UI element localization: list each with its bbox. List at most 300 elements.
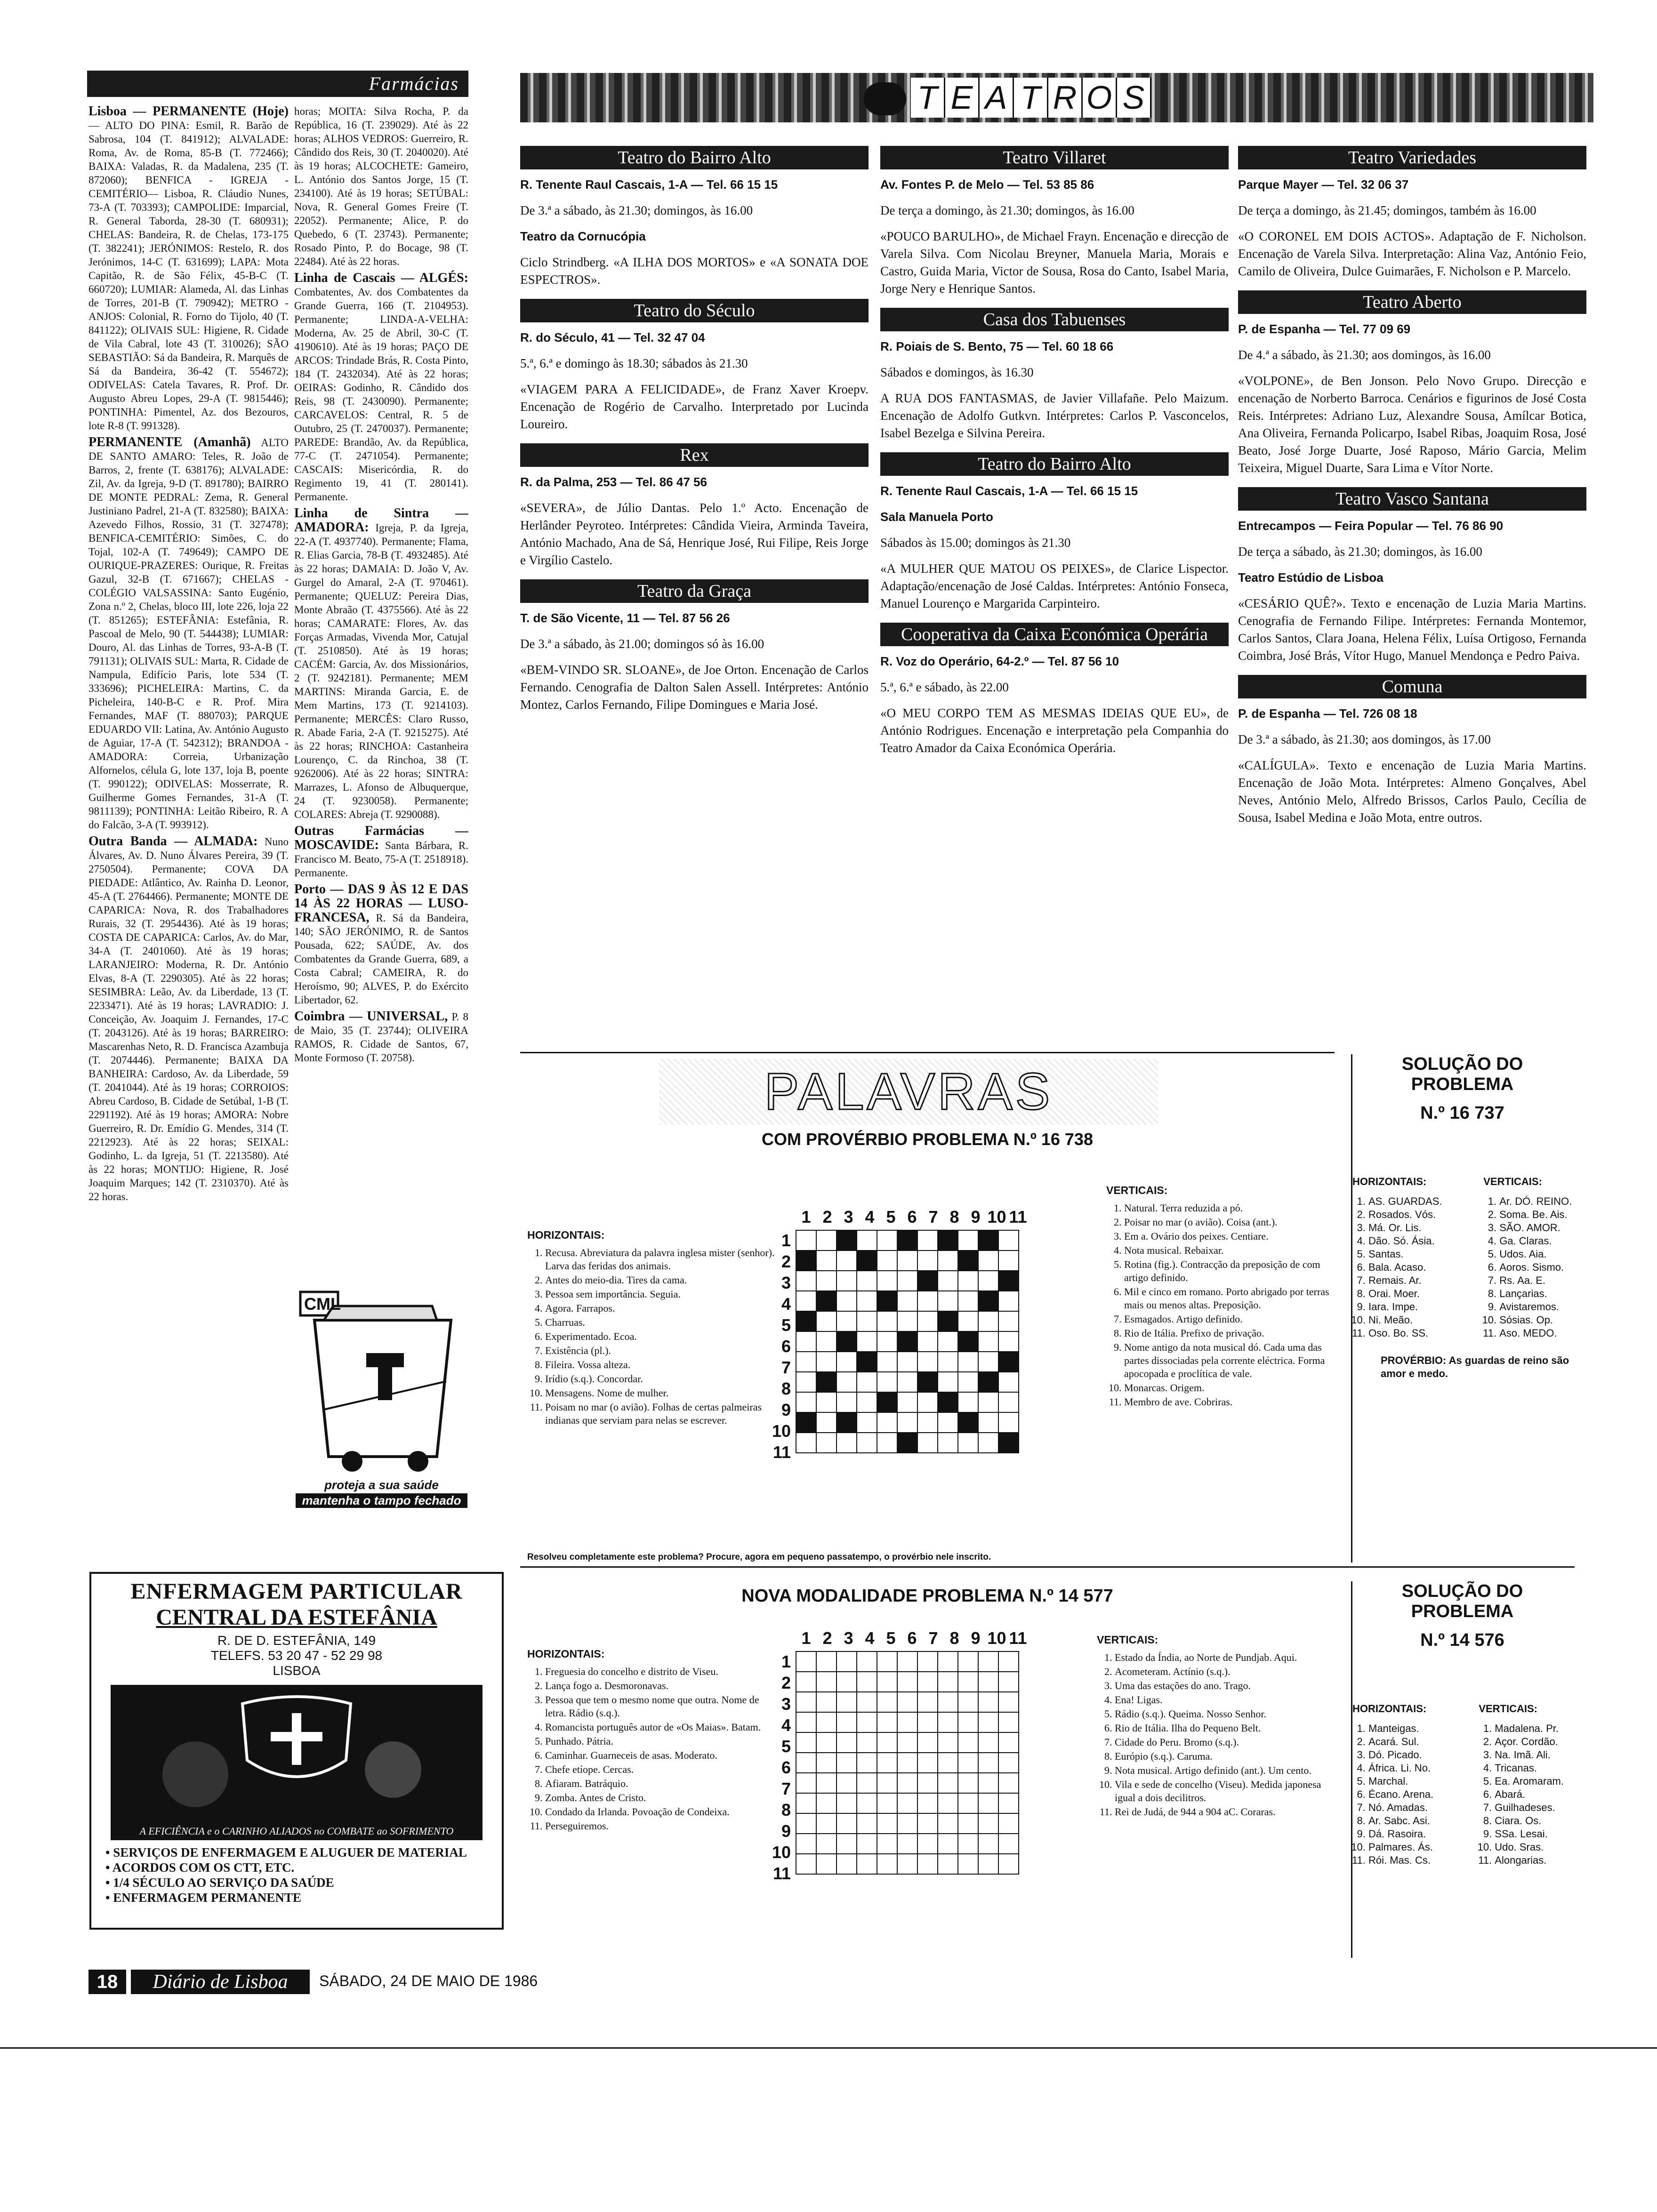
- grid-cell[interactable]: [877, 1291, 897, 1311]
- grid-col-number: 11: [1009, 1207, 1027, 1226]
- grid-cell[interactable]: [837, 1250, 857, 1271]
- grid-cell[interactable]: [897, 1230, 917, 1250]
- grid-row-number: 4: [781, 1715, 791, 1735]
- grid-cell[interactable]: [857, 1392, 877, 1412]
- grid-cell[interactable]: [837, 1291, 857, 1311]
- grid-cell[interactable]: [958, 1732, 978, 1753]
- grid-row-number: 11: [772, 1864, 791, 1883]
- grid-cell[interactable]: [958, 1311, 978, 1331]
- grid-cell[interactable]: [877, 1271, 897, 1291]
- pharmacy-section: [294, 506, 468, 821]
- theatre-address: R. do Século, 41 — Tel. 32 47 04: [520, 330, 705, 345]
- grid-cell[interactable]: [998, 1834, 1019, 1854]
- grid-cell[interactable]: [938, 1412, 958, 1433]
- grid-cell[interactable]: [938, 1311, 958, 1331]
- grid-cell[interactable]: [796, 1854, 816, 1874]
- grid-cell[interactable]: [897, 1352, 917, 1372]
- grid-cell[interactable]: [978, 1311, 998, 1331]
- grid-cell[interactable]: [998, 1392, 1019, 1412]
- grid-cell[interactable]: [796, 1230, 816, 1250]
- grid-cell[interactable]: [857, 1331, 877, 1352]
- grid-cell[interactable]: [938, 1250, 958, 1271]
- grid-cell[interactable]: [877, 1352, 897, 1372]
- grid-cell[interactable]: [877, 1854, 897, 1874]
- clue-horizontal: 5. Charruas.: [545, 1316, 777, 1329]
- grid-col-number: 10: [987, 1628, 1006, 1648]
- grid-cell[interactable]: [938, 1291, 958, 1311]
- grid-cell[interactable]: [897, 1854, 917, 1874]
- grid-cell[interactable]: [816, 1813, 837, 1834]
- grid-cell[interactable]: [917, 1692, 938, 1712]
- grid-cell[interactable]: [958, 1433, 978, 1453]
- grid-cell[interactable]: [958, 1271, 978, 1291]
- grid-cell[interactable]: [978, 1412, 998, 1433]
- grid-cell[interactable]: [938, 1773, 958, 1793]
- grid-cell[interactable]: [958, 1412, 978, 1433]
- clue-horizontal: 7. Chefe etíope. Cercas.: [545, 1763, 763, 1776]
- grid-cell[interactable]: [857, 1834, 877, 1854]
- solution-vertical: 6. Aoros. Sismo.: [1499, 1261, 1572, 1274]
- grid-cell[interactable]: [837, 1692, 857, 1712]
- crossword-1-grid[interactable]: [796, 1230, 1019, 1453]
- grid-cell[interactable]: [917, 1651, 938, 1672]
- clue-horizontal: 8. Afiaram. Batráquio.: [545, 1777, 763, 1790]
- grid-cell[interactable]: [816, 1433, 837, 1453]
- grid-cell[interactable]: [998, 1732, 1019, 1753]
- grid-cell[interactable]: [816, 1732, 837, 1753]
- grid-cell[interactable]: [998, 1271, 1019, 1291]
- grid-cell[interactable]: [958, 1392, 978, 1412]
- solution-horizontal: 5. Marchal.: [1368, 1775, 1479, 1788]
- grid-cell[interactable]: [938, 1854, 958, 1874]
- grid-cell[interactable]: [998, 1372, 1019, 1392]
- grid-cell[interactable]: [877, 1732, 897, 1753]
- grid-cell[interactable]: [897, 1433, 917, 1453]
- grid-cell[interactable]: [978, 1271, 998, 1291]
- grid-cell[interactable]: [958, 1692, 978, 1712]
- grid-cell[interactable]: [857, 1732, 877, 1753]
- theatre-description: «CALÍGULA». Texto e encenação de Luzia Maria Martins. Encenação de João Mota. Intérpretes: Almeno Gonçalves, Abel Neves, António Melo, Alfredo Brissos, Carlos Paulo, Cecília de Sousa, Isabel Medina e João Mota, entre outros.: [1238, 758, 1586, 825]
- grid-cell[interactable]: [816, 1651, 837, 1672]
- grid-cell[interactable]: [897, 1753, 917, 1773]
- grid-cell[interactable]: [998, 1331, 1019, 1352]
- grid-cell[interactable]: [958, 1753, 978, 1773]
- grid-cell[interactable]: [857, 1773, 877, 1793]
- grid-cell[interactable]: [796, 1692, 816, 1712]
- grid-cell[interactable]: [857, 1352, 877, 1372]
- grid-cell[interactable]: [816, 1230, 837, 1250]
- grid-cell[interactable]: [796, 1813, 816, 1834]
- grid-cell[interactable]: [796, 1412, 816, 1433]
- grid-cell[interactable]: [917, 1854, 938, 1874]
- grid-cell[interactable]: [978, 1352, 998, 1372]
- grid-cell[interactable]: [938, 1813, 958, 1834]
- grid-cell[interactable]: [958, 1793, 978, 1813]
- solution-horizontal: 2. Acará. Sul.: [1368, 1735, 1479, 1748]
- enfermagem-motto: A EFICIÊNCIA e o CARINHO ALIADOS no COMBATE ao SOFRIMENTO: [139, 1825, 454, 1837]
- theatre-description: «POUCO BARULHO», de Michael Frayn. Encenação e direcção de Varela Silva. Com Nicolau Breyner, Manuela Maria, Morais e Castro, Guida Maria, Victor de Sousa, Rosa do Canto, Isabel Maria, Jorge Nery e Henrique Santos.: [880, 229, 1229, 296]
- grid-cell[interactable]: [816, 1311, 837, 1331]
- solution-horizontal: 10. Ni. Meão.: [1368, 1314, 1483, 1327]
- grid-cell[interactable]: [938, 1692, 958, 1712]
- grid-cell[interactable]: [958, 1230, 978, 1250]
- grid-cell[interactable]: [837, 1311, 857, 1331]
- grid-cell[interactable]: [816, 1331, 837, 1352]
- grid-cell[interactable]: [958, 1352, 978, 1372]
- grid-cell[interactable]: [877, 1712, 897, 1732]
- grid-cell[interactable]: [857, 1412, 877, 1433]
- grid-cell[interactable]: [938, 1793, 958, 1813]
- grid-cell[interactable]: [978, 1651, 998, 1672]
- grid-cell[interactable]: [917, 1412, 938, 1433]
- grid-cell[interactable]: [917, 1331, 938, 1352]
- grid-cell[interactable]: [877, 1813, 897, 1834]
- grid-cell[interactable]: [978, 1692, 998, 1712]
- enfermagem-title-2: CENTRAL DA ESTEFÂNIA: [156, 1605, 437, 1630]
- grid-cell[interactable]: [837, 1433, 857, 1453]
- solution-vertical: 1. Madalena. Pr.: [1495, 1722, 1572, 1735]
- grid-cell[interactable]: [917, 1250, 938, 1271]
- grid-cell[interactable]: [877, 1392, 897, 1412]
- enfermagem-title-1: ENFERMAGEM PARTICULAR: [130, 1579, 463, 1604]
- grid-cell[interactable]: [837, 1352, 857, 1372]
- grid-cell[interactable]: [917, 1433, 938, 1453]
- grid-cell[interactable]: [796, 1834, 816, 1854]
- grid-cell[interactable]: [917, 1813, 938, 1834]
- grid-cell[interactable]: [837, 1672, 857, 1692]
- grid-cell[interactable]: [978, 1672, 998, 1692]
- grid-cell[interactable]: [917, 1712, 938, 1732]
- grid-cell[interactable]: [816, 1712, 837, 1732]
- grid-cell[interactable]: [958, 1672, 978, 1692]
- solution-1-title: SOLUÇÃO DO PROBLEMA: [1401, 1054, 1523, 1094]
- grid-cell[interactable]: [857, 1271, 877, 1291]
- grid-cell[interactable]: [998, 1433, 1019, 1453]
- grid-cell[interactable]: [917, 1271, 938, 1291]
- grid-cell[interactable]: [857, 1651, 877, 1672]
- grid-cell[interactable]: [917, 1732, 938, 1753]
- grid-cell[interactable]: [877, 1834, 897, 1854]
- grid-cell[interactable]: [978, 1834, 998, 1854]
- grid-cell[interactable]: [796, 1291, 816, 1311]
- grid-cell[interactable]: [938, 1834, 958, 1854]
- crossword-divider: [520, 1566, 1575, 1568]
- grid-cell[interactable]: [978, 1250, 998, 1271]
- grid-cell[interactable]: [877, 1372, 897, 1392]
- grid-cell[interactable]: [998, 1712, 1019, 1732]
- grid-cell[interactable]: [938, 1433, 958, 1453]
- pharmacy-heading: Outra Banda — ALMADA:: [88, 834, 258, 849]
- grid-cell[interactable]: [897, 1672, 917, 1692]
- grid-cell[interactable]: [978, 1230, 998, 1250]
- grid-cell[interactable]: [816, 1854, 837, 1874]
- grid-cell[interactable]: [897, 1651, 917, 1672]
- grid-cell[interactable]: [998, 1692, 1019, 1712]
- grid-cell[interactable]: [796, 1793, 816, 1813]
- grid-cell[interactable]: [917, 1753, 938, 1773]
- grid-cell[interactable]: [978, 1712, 998, 1732]
- grid-cell[interactable]: [998, 1352, 1019, 1372]
- grid-cell[interactable]: [897, 1311, 917, 1331]
- clue-vertical: 7. Cidade do Peru. Bromo (s.q.).: [1115, 1736, 1332, 1749]
- solution-vertical: 9. Avistaremos.: [1499, 1300, 1572, 1314]
- grid-cell[interactable]: [897, 1813, 917, 1834]
- grid-cell[interactable]: [857, 1311, 877, 1331]
- grid-cell[interactable]: [837, 1773, 857, 1793]
- grid-cell[interactable]: [857, 1250, 877, 1271]
- crossword-2-row-numbers: [767, 1651, 791, 1884]
- grid-cell[interactable]: [877, 1230, 897, 1250]
- grid-cell[interactable]: [978, 1854, 998, 1874]
- grid-cell[interactable]: [998, 1753, 1019, 1773]
- grid-cell[interactable]: [958, 1813, 978, 1834]
- solution-vertical: 1. Ar. DÓ. REINO.: [1499, 1195, 1572, 1208]
- grid-cell[interactable]: [958, 1712, 978, 1732]
- grid-cell[interactable]: [796, 1773, 816, 1793]
- grid-cell[interactable]: [816, 1271, 837, 1291]
- grid-cell[interactable]: [917, 1291, 938, 1311]
- grid-cell[interactable]: [897, 1834, 917, 1854]
- theatre-schedule: De 4.ª a sábado, às 21.30; aos domingos, às 16.00: [1238, 348, 1491, 362]
- grid-cell[interactable]: [958, 1372, 978, 1392]
- grid-cell[interactable]: [837, 1412, 857, 1433]
- grid-cell[interactable]: [938, 1271, 958, 1291]
- grid-row-number: 2: [781, 1673, 791, 1692]
- grid-col-number: 4: [865, 1628, 875, 1648]
- grid-col-number: 3: [844, 1628, 853, 1648]
- grid-cell[interactable]: [837, 1732, 857, 1753]
- grid-cell[interactable]: [978, 1331, 998, 1352]
- grid-cell[interactable]: [938, 1732, 958, 1753]
- solution-1-v-label: VERTICAIS:: [1483, 1176, 1542, 1187]
- solution-horizontal: 6. Bala. Acaso.: [1368, 1261, 1483, 1274]
- grid-cell[interactable]: [877, 1773, 897, 1793]
- grid-cell[interactable]: [998, 1651, 1019, 1672]
- grid-col-number: 5: [886, 1207, 896, 1226]
- clue-vertical: 10. Monarcas. Origem.: [1124, 1381, 1332, 1395]
- grid-cell[interactable]: [978, 1392, 998, 1412]
- grid-cell[interactable]: [837, 1753, 857, 1773]
- grid-cell[interactable]: [796, 1352, 816, 1372]
- grid-cell[interactable]: [938, 1230, 958, 1250]
- grid-cell[interactable]: [897, 1291, 917, 1311]
- grid-cell[interactable]: [857, 1672, 877, 1692]
- grid-cell[interactable]: [857, 1372, 877, 1392]
- grid-cell[interactable]: [796, 1250, 816, 1271]
- grid-cell[interactable]: [897, 1250, 917, 1271]
- grid-cell[interactable]: [917, 1793, 938, 1813]
- grid-cell[interactable]: [877, 1672, 897, 1692]
- grid-cell[interactable]: [958, 1331, 978, 1352]
- grid-cell[interactable]: [877, 1793, 897, 1813]
- grid-cell[interactable]: [897, 1712, 917, 1732]
- grid-cell[interactable]: [917, 1311, 938, 1331]
- grid-cell[interactable]: [816, 1291, 837, 1311]
- grid-cell[interactable]: [857, 1433, 877, 1453]
- grid-cell[interactable]: [857, 1813, 877, 1834]
- pharmacy-heading: Porto — DAS 9 ÀS 12 E DAS 14 ÀS 22 HORAS — LUSO-FRANCESA,: [294, 882, 468, 925]
- grid-cell[interactable]: [998, 1311, 1019, 1331]
- clue-vertical: 7. Esmagados. Artigo definido.: [1124, 1313, 1332, 1326]
- enfermagem-bullet-text: 1/4 SÉCULO AO SERVIÇO DA SAÚDE: [113, 1875, 334, 1890]
- grid-cell[interactable]: [897, 1692, 917, 1712]
- grid-cell[interactable]: [837, 1813, 857, 1834]
- grid-cell[interactable]: [998, 1773, 1019, 1793]
- grid-cell[interactable]: [837, 1392, 857, 1412]
- pharmacy-heading: Coimbra — UNIVERSAL,: [294, 1009, 448, 1024]
- grid-col-number: 3: [844, 1207, 853, 1226]
- grid-cell[interactable]: [816, 1692, 837, 1712]
- grid-cell[interactable]: [857, 1793, 877, 1813]
- grid-cell[interactable]: [796, 1732, 816, 1753]
- grid-cell[interactable]: [816, 1412, 837, 1433]
- grid-cell[interactable]: [958, 1291, 978, 1311]
- grid-cell[interactable]: [837, 1793, 857, 1813]
- grid-cell[interactable]: [917, 1372, 938, 1392]
- grid-cell[interactable]: [958, 1834, 978, 1854]
- grid-cell[interactable]: [796, 1392, 816, 1412]
- grid-cell[interactable]: [877, 1250, 897, 1271]
- grid-cell[interactable]: [897, 1412, 917, 1433]
- grid-cell[interactable]: [998, 1412, 1019, 1433]
- teatros-letter: O: [1083, 78, 1117, 118]
- grid-cell[interactable]: [877, 1651, 897, 1672]
- grid-cell[interactable]: [837, 1372, 857, 1392]
- grid-cell[interactable]: [796, 1712, 816, 1732]
- grid-cell[interactable]: [978, 1433, 998, 1453]
- teatros-title: [911, 78, 1151, 118]
- theatre-schedule: 5.ª, 6.ª e domingo às 18.30; sábados às 21.30: [520, 356, 748, 370]
- grid-cell[interactable]: [796, 1651, 816, 1672]
- clue-horizontal: 5. Punhado. Pátria.: [545, 1735, 763, 1748]
- crossword-2-grid[interactable]: [796, 1651, 1019, 1875]
- grid-cell[interactable]: [816, 1834, 837, 1854]
- grid-cell[interactable]: [796, 1433, 816, 1453]
- grid-cell[interactable]: [837, 1651, 857, 1672]
- grid-cell[interactable]: [877, 1753, 897, 1773]
- grid-cell[interactable]: [877, 1331, 897, 1352]
- grid-cell[interactable]: [877, 1433, 897, 1453]
- grid-cell[interactable]: [938, 1372, 958, 1392]
- grid-cell[interactable]: [938, 1753, 958, 1773]
- grid-cell[interactable]: [978, 1793, 998, 1813]
- grid-cell[interactable]: [837, 1854, 857, 1874]
- grid-cell[interactable]: [998, 1813, 1019, 1834]
- grid-cell[interactable]: [917, 1352, 938, 1372]
- grid-cell[interactable]: [897, 1793, 917, 1813]
- grid-cell[interactable]: [816, 1372, 837, 1392]
- grid-cell[interactable]: [978, 1291, 998, 1311]
- grid-cell[interactable]: [796, 1271, 816, 1291]
- grid-cell[interactable]: [837, 1271, 857, 1291]
- enfermagem-ad: [89, 1572, 504, 1930]
- theatre-schedule: De terça a domingo, às 21.45; domingos, também às 16.00: [1238, 203, 1536, 217]
- grid-cell[interactable]: [938, 1331, 958, 1352]
- grid-cell[interactable]: [938, 1712, 958, 1732]
- grid-cell[interactable]: [816, 1352, 837, 1372]
- grid-cell[interactable]: [958, 1854, 978, 1874]
- grid-cell[interactable]: [877, 1311, 897, 1331]
- grid-cell[interactable]: [938, 1651, 958, 1672]
- grid-cell[interactable]: [857, 1753, 877, 1773]
- grid-cell[interactable]: [917, 1392, 938, 1412]
- grid-cell[interactable]: [978, 1753, 998, 1773]
- grid-cell[interactable]: [796, 1311, 816, 1331]
- grid-cell[interactable]: [897, 1732, 917, 1753]
- grid-cell[interactable]: [837, 1834, 857, 1854]
- grid-cell[interactable]: [857, 1854, 877, 1874]
- grid-cell[interactable]: [998, 1230, 1019, 1250]
- grid-cell[interactable]: [998, 1250, 1019, 1271]
- grid-cell[interactable]: [958, 1250, 978, 1271]
- grid-cell[interactable]: [857, 1230, 877, 1250]
- grid-cell[interactable]: [978, 1372, 998, 1392]
- grid-cell[interactable]: [998, 1672, 1019, 1692]
- grid-cell[interactable]: [816, 1793, 837, 1813]
- clue-vertical: 4. Ena! Ligas.: [1115, 1693, 1332, 1707]
- grid-cell[interactable]: [917, 1773, 938, 1793]
- grid-cell[interactable]: [816, 1250, 837, 1271]
- grid-cell[interactable]: [978, 1732, 998, 1753]
- grid-cell[interactable]: [938, 1672, 958, 1692]
- grid-cell[interactable]: [816, 1392, 837, 1412]
- grid-cell[interactable]: [917, 1230, 938, 1250]
- grid-cell[interactable]: [877, 1692, 897, 1712]
- grid-cell[interactable]: [796, 1753, 816, 1773]
- grid-cell[interactable]: [857, 1692, 877, 1712]
- grid-cell[interactable]: [897, 1271, 917, 1291]
- grid-cell[interactable]: [837, 1230, 857, 1250]
- solution-horizontal: 6. Écano. Arena.: [1368, 1788, 1479, 1801]
- grid-cell[interactable]: [998, 1793, 1019, 1813]
- teatros-column-1: [520, 146, 869, 1050]
- grid-cell[interactable]: [917, 1834, 938, 1854]
- grid-cell[interactable]: [796, 1331, 816, 1352]
- grid-cell[interactable]: [897, 1773, 917, 1793]
- grid-cell[interactable]: [897, 1392, 917, 1412]
- grid-cell[interactable]: [998, 1854, 1019, 1874]
- grid-cell[interactable]: [857, 1291, 877, 1311]
- grid-cell[interactable]: [837, 1712, 857, 1732]
- grid-cell[interactable]: [857, 1712, 877, 1732]
- grid-cell[interactable]: [938, 1352, 958, 1372]
- grid-cell[interactable]: [978, 1773, 998, 1793]
- clue-vertical: 9. Nota musical. Artigo definido (ant.). Um cento.: [1115, 1764, 1332, 1777]
- grid-cell[interactable]: [816, 1672, 837, 1692]
- theatre-listing: [1238, 487, 1586, 665]
- grid-cell[interactable]: [998, 1291, 1019, 1311]
- grid-cell[interactable]: [938, 1392, 958, 1412]
- grid-cell[interactable]: [958, 1773, 978, 1793]
- grid-cell[interactable]: [978, 1813, 998, 1834]
- enfermagem-bullet: • ACORDOS COM OS CTT, ETC.: [105, 1860, 295, 1875]
- grid-cell[interactable]: [837, 1331, 857, 1352]
- clue-vertical: 2. Poisar no mar (o avião). Coisa (ant.).: [1124, 1216, 1332, 1229]
- grid-cell[interactable]: [816, 1773, 837, 1793]
- grid-cell[interactable]: [917, 1672, 938, 1692]
- solution-2-title: SOLUÇÃO DO PROBLEMA: [1401, 1581, 1523, 1621]
- grid-cell[interactable]: [897, 1331, 917, 1352]
- grid-cell[interactable]: [796, 1372, 816, 1392]
- theatre-address: R. Tenente Raul Cascais, 1-A — Tel. 66 15 15: [520, 177, 778, 192]
- grid-cell[interactable]: [877, 1412, 897, 1433]
- grid-cell[interactable]: [796, 1672, 816, 1692]
- grid-cell[interactable]: [958, 1651, 978, 1672]
- solution-vertical: 8. Ciara. Os.: [1495, 1814, 1572, 1827]
- theatre-schedule: De terça a sábado, às 21.30; domingos, às 16.00: [1238, 545, 1482, 559]
- grid-cell[interactable]: [816, 1753, 837, 1773]
- grid-cell[interactable]: [897, 1372, 917, 1392]
